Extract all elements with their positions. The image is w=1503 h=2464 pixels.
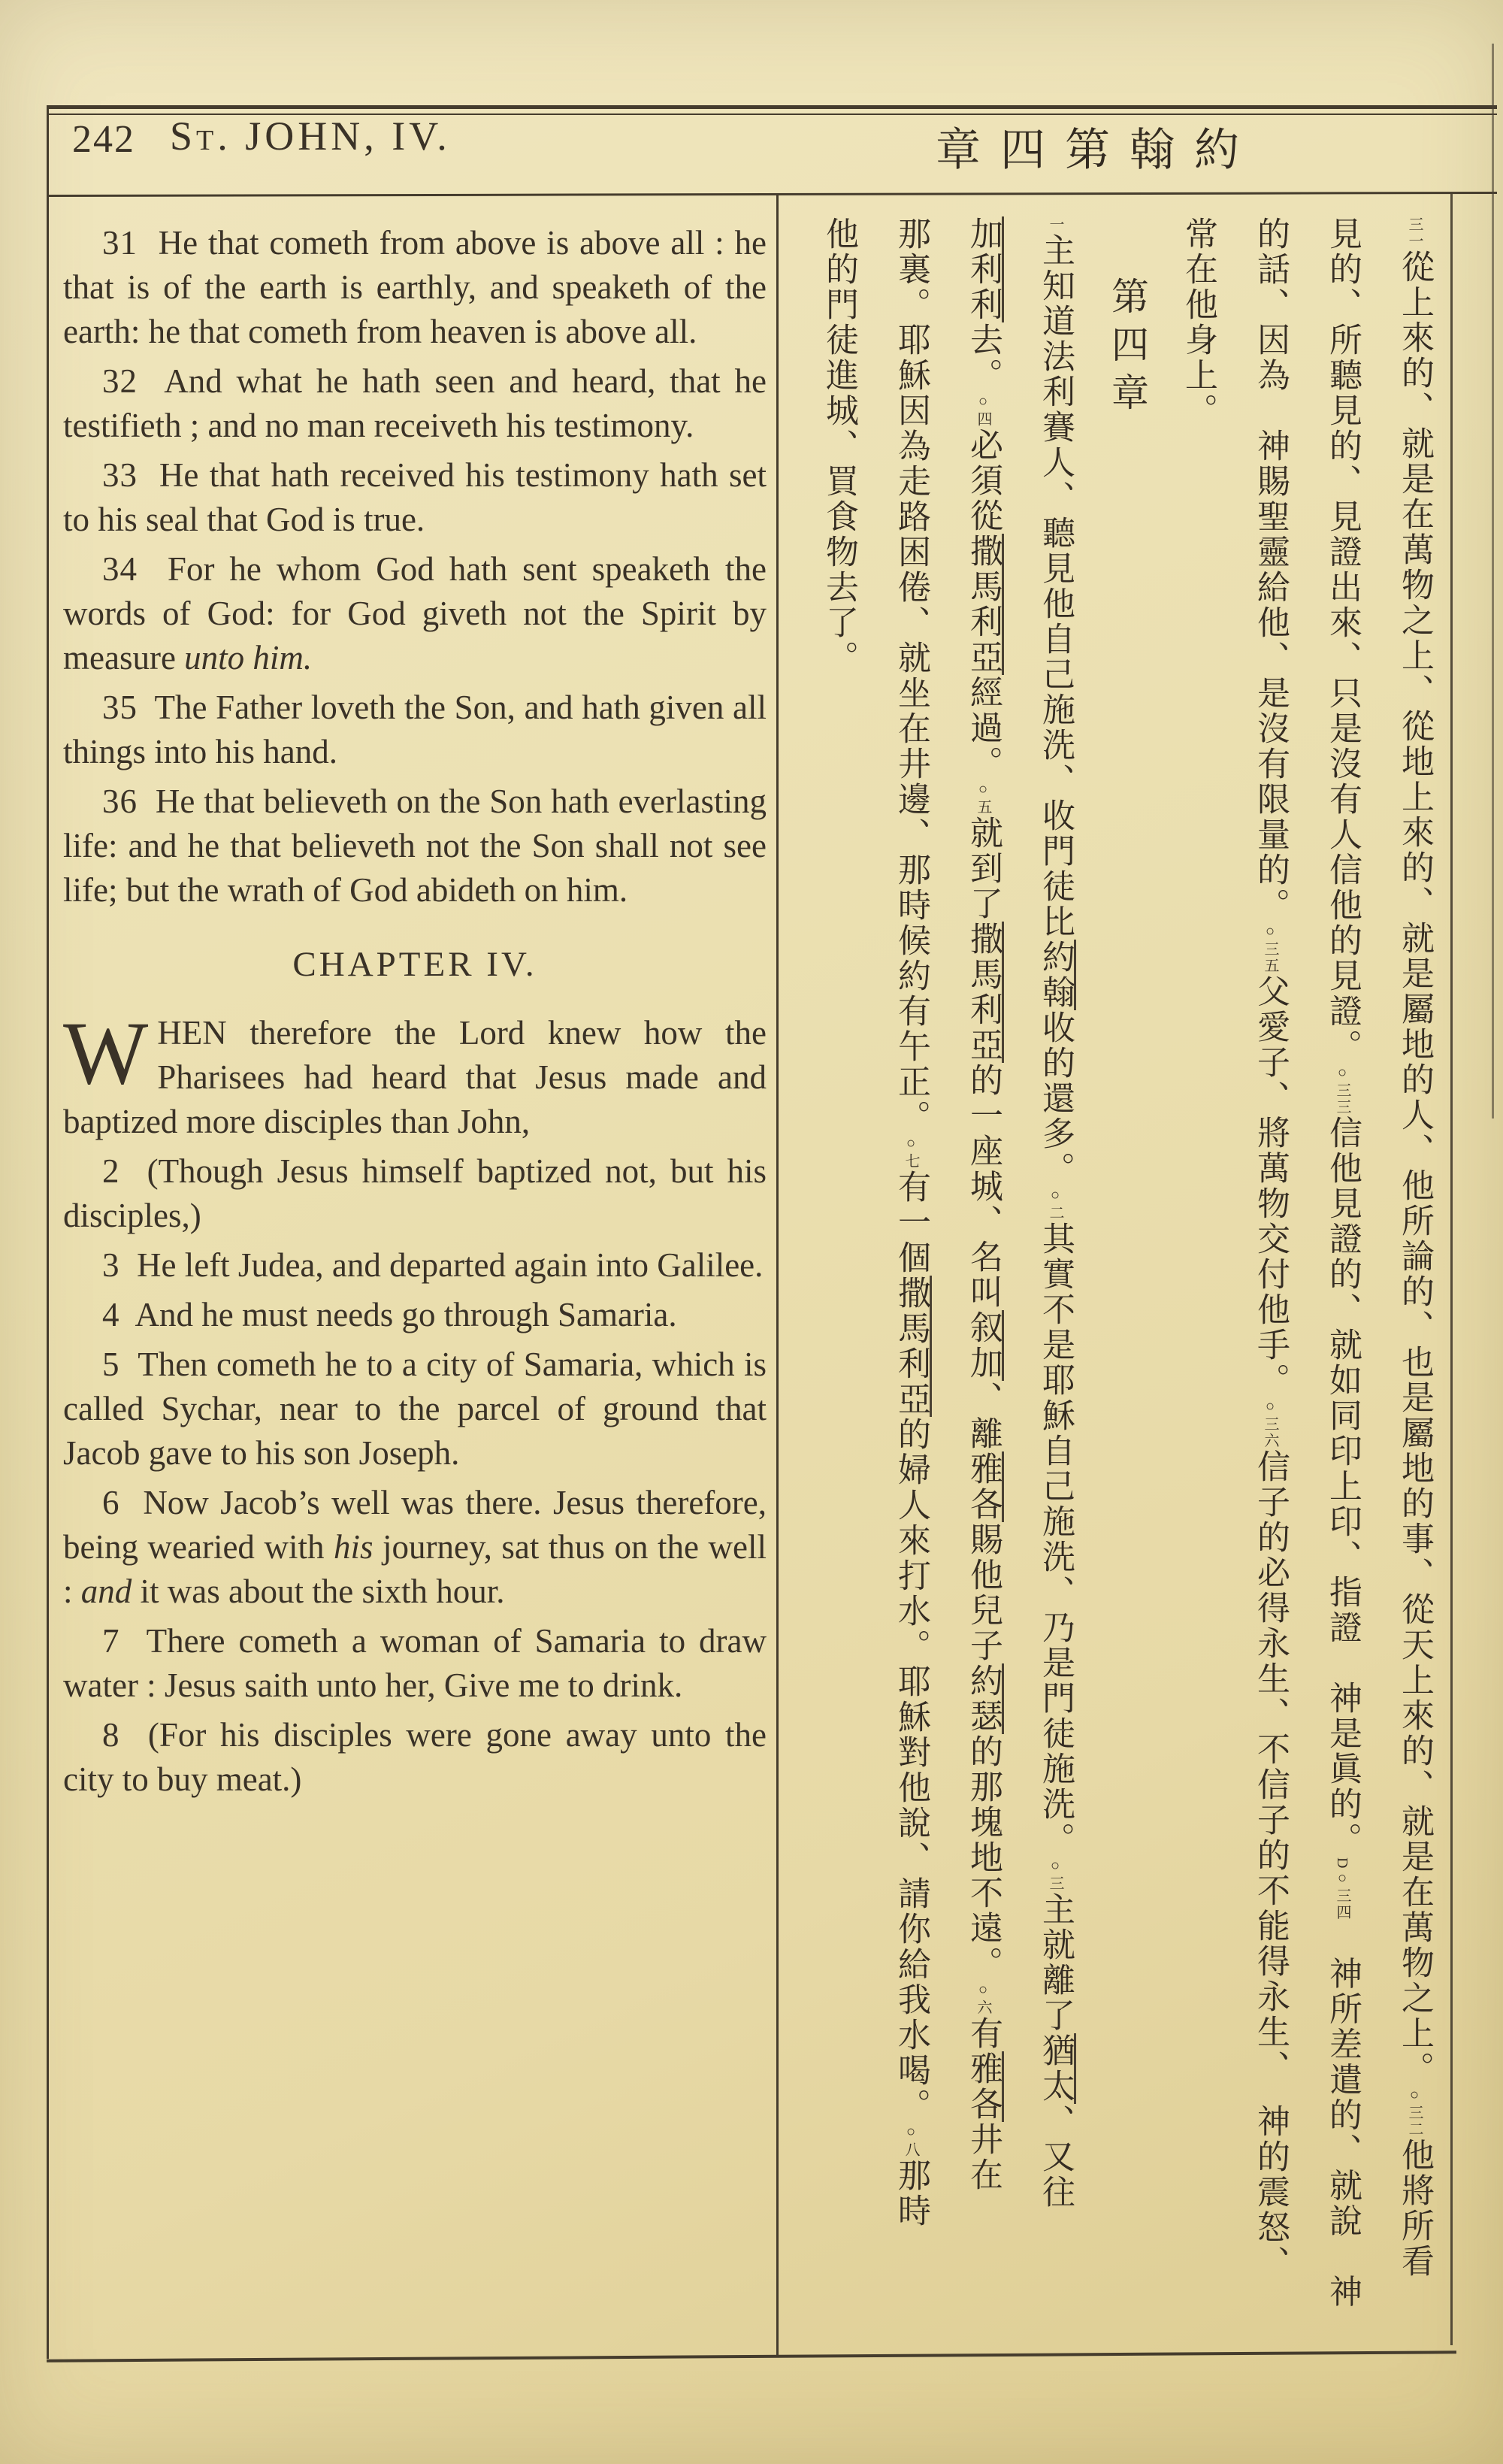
- text-run: 主知道法利賽人、聽見他自己施洗、收門徒比: [1037, 233, 1074, 940]
- proper-name: 約翰: [1037, 940, 1076, 1010]
- text-run: 的話、因為 神賜聖靈給他、是沒有限量的。: [1252, 216, 1289, 923]
- text-run: 的婦人來打水。耶穌對他說、請你給我水喝。: [893, 1417, 930, 2123]
- verse: 32 And what he hath seen and heard, that he testifieth ; and no man receiveth his testimony.: [63, 362, 767, 444]
- verse-marker: ○三二: [1406, 2087, 1423, 2138]
- bottom-rule: [47, 2350, 1456, 2362]
- left-border-line: [47, 105, 49, 2359]
- text-run: 常在他身上。: [1180, 216, 1217, 428]
- text-run: 那裏。耶穌因為走路困倦、就坐在井邊、那時候約有午正。: [893, 216, 930, 1135]
- verse-marker: ○三五: [1262, 923, 1278, 974]
- proper-name: 約瑟: [965, 1663, 1004, 1734]
- text-run: 有: [965, 2016, 1002, 2051]
- text-run: 神所差遣的、就說 神: [1324, 1921, 1361, 2310]
- text-run: 收的還多。: [1037, 1010, 1074, 1187]
- page-number: 242: [72, 118, 135, 161]
- proper-name: 雅各: [965, 1451, 1004, 1522]
- verse-number: 4: [102, 1296, 120, 1333]
- verse: 31 He that cometh from above is above all : he that is of the earth is earthly, and speaketh of the earth: he that cometh from heaven is above all.: [63, 224, 767, 350]
- chinese-chapter-column: [1091, 216, 1163, 2330]
- verse: 3 He left Judea, and departed again into Galilee.: [102, 1246, 764, 1284]
- text-run: 的那塊地不遠。: [965, 1734, 1002, 1981]
- verse-number: 8: [102, 1716, 120, 1754]
- text-run: 去。: [965, 322, 1002, 393]
- text-run: 那時: [893, 2158, 930, 2229]
- text-run: 主就離了: [1037, 1892, 1074, 2033]
- verse-marker: ○八: [903, 2123, 919, 2158]
- english-verses-ch4: [63, 1003, 767, 1802]
- verse-number: 5: [102, 1346, 120, 1383]
- verse-marker: ○六: [975, 1981, 991, 2016]
- verse: 33 He that hath received his testimony hath set to his seal that God is true.: [63, 456, 767, 538]
- verse-number: 3: [102, 1246, 120, 1284]
- verse-marker: 一: [1047, 216, 1063, 233]
- verse: 6 Now Jacob’s well was there. Jesus therefore, being wearied with his journey, sat thus on the well : and it was about the sixth hour.: [63, 1484, 767, 1610]
- chinese-column: [1163, 216, 1234, 2330]
- verse-number: 31: [102, 224, 138, 262]
- dropcap-initial: W: [63, 1003, 149, 1103]
- text-run: 他將所看: [1396, 2138, 1433, 2279]
- proper-name: 雅各: [965, 2051, 1004, 2122]
- verse-marker: ○四: [975, 393, 991, 428]
- text-run: 、離: [965, 1381, 1002, 1451]
- english-verses-ch3: [63, 221, 767, 913]
- verse: 7 There cometh a woman of Samaria to draw water : Jesus saith unto her, Give me to drink.: [63, 1622, 767, 1704]
- text-run: 從上來的、就是在萬物之上、從地上來的、就是屬地的人、他所論的、也是屬地的事、從天上來的、就是在萬物之上。: [1396, 250, 1433, 2087]
- text-run: 有一個: [893, 1170, 930, 1276]
- verse-number: 2: [102, 1152, 120, 1190]
- verse-number: 33: [102, 456, 138, 494]
- chinese-column: [1306, 216, 1378, 2330]
- chinese-column: [875, 216, 947, 2330]
- verse-marker: D: [1334, 1857, 1350, 1870]
- chinese-column: [1019, 216, 1091, 2330]
- text-run: 、又往: [1037, 2104, 1074, 2210]
- proper-name: 加利利: [965, 216, 1004, 322]
- verse-marker: ○三四: [1334, 1869, 1350, 1921]
- header-divider-rule: [47, 192, 1497, 197]
- verse-marker: ○二: [1047, 1187, 1063, 1221]
- verse: 35 The Father loveth the Son, and hath given all things into his hand.: [63, 689, 767, 770]
- running-head-chinese: 章四第翰約: [936, 126, 1259, 175]
- verse-marker: ○三: [1047, 1857, 1063, 1892]
- verse-marker: ○三三: [1334, 1064, 1350, 1115]
- text-run: 就到了: [965, 816, 1002, 922]
- text-run: 信他見證的、就如同印上印、指證 神是眞的。: [1324, 1115, 1361, 1857]
- text-run: 信子的必得永生、不信子的不能得永生、 神的震怒、: [1252, 1449, 1289, 2281]
- verse-number: 7: [102, 1622, 120, 1660]
- verse-marker: ○七: [903, 1135, 919, 1170]
- text-run: 父愛子、將萬物交付他手。: [1252, 974, 1289, 1398]
- english-text-column: [63, 221, 767, 1807]
- verse: WHEN therefore the Lord knew how the Pharisees had heard that Jesus made and baptized more disciples than John,: [63, 1003, 767, 1140]
- chinese-column: [1378, 216, 1450, 2330]
- verse-number: 34: [102, 550, 138, 588]
- right-border-line: [1450, 194, 1453, 2345]
- text-run: 其實不是耶穌自己施洗、乃是門徒施洗。: [1037, 1221, 1074, 1857]
- chinese-text-column: [794, 216, 1450, 2330]
- verse-marker: ○三六: [1262, 1398, 1278, 1449]
- verse-marker: ○五: [975, 781, 991, 816]
- running-head-english: St. JOHN, IV.: [170, 114, 451, 159]
- verse-number: 32: [102, 362, 138, 400]
- column-divider-line: [776, 194, 779, 2357]
- text-run: 第四章: [1106, 277, 1148, 421]
- chinese-column: [803, 216, 875, 2330]
- verse: 2 (Though Jesus himself baptized not, but his disciples,): [63, 1152, 767, 1234]
- verse-number: 35: [102, 689, 138, 726]
- verse: 5 Then cometh he to a city of Samaria, which is called Sychar, near to the parcel of ground that Jacob gave to his son Joseph.: [63, 1346, 767, 1472]
- verse-number: 36: [102, 782, 138, 820]
- proper-name: 撒馬利亞: [893, 1276, 932, 1417]
- chinese-column: [947, 216, 1019, 2330]
- verse: 8 (For his disciples were gone away unto the city to buy meat.): [63, 1716, 767, 1798]
- proper-name: 叙加: [965, 1310, 1004, 1381]
- top-double-rule-thick: [47, 105, 1497, 109]
- text-run: 必須從: [965, 428, 1002, 534]
- text-run: 經過。: [965, 675, 1002, 781]
- proper-name: 撒馬利亞: [965, 922, 1004, 1063]
- chapter-heading: CHAPTER IV.: [292, 945, 537, 984]
- text-run: 井在: [965, 2122, 1002, 2193]
- text-run: 的一座城、名叫: [965, 1063, 1002, 1310]
- proper-name: 猶太: [1037, 2033, 1076, 2104]
- verse: 34 For he whom God hath sent speaketh the words of God: for God giveth not the Spirit by measure unto him.: [63, 550, 767, 677]
- verse-number: 6: [102, 1484, 120, 1521]
- verse-marker: 三一: [1406, 216, 1423, 250]
- text-run: 賜他兒子: [965, 1522, 1002, 1663]
- verse: 36 He that believeth on the Son hath everlasting life: and he that believeth not the Son shall not see life; but the wrath of God abideth on him.: [63, 782, 767, 909]
- text-run: 他的門徒進城、買食物去了。: [821, 216, 857, 676]
- verse: 4 And he must needs go through Samaria.: [102, 1296, 677, 1333]
- proper-name: 撒馬利亞: [965, 534, 1004, 675]
- chinese-column: [1234, 216, 1306, 2330]
- text-run: 見的、所聽見的、見證出來、只是沒有人信他的見證。: [1324, 216, 1361, 1064]
- page-edge-line: [1492, 44, 1494, 1118]
